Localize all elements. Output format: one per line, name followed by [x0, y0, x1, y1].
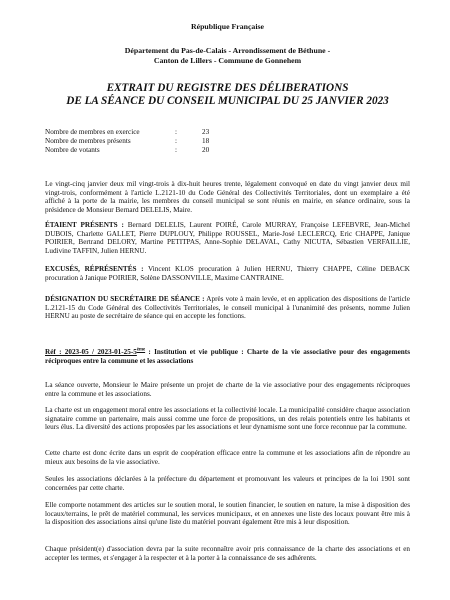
body-paragraph-6: Chaque président(e) d'association devra par la suite reconnaître avoir pris connaissance de la charte des associations et en accepter les termes, et s'engager à la respecter et à la porter à la connaissance de ses adhérents. [45, 545, 410, 562]
presents-text: Bernard DELELIS, Laurent POIRÉ, Carole MURRAY, Françoise LEFEBVRE, Jean-Michel DUBOIS, Charlette GALLET, Pierre DUPLOUY, Philippe ROUSSEL, Marie-José LECLERCQ, Eric CHAPPE, Janique POIRIER, Bertrand DELORY, Martine PETITPAS, Anne-Sophie DELAVAL, Cathy NICUTA, Sébastien VERFAILLIE, Ludivine TAFFIN, Julien HERNU. [45, 221, 410, 255]
count-label: Nombre de membres présents [45, 136, 131, 145]
count-label: Nombre de membres en exercice [45, 128, 140, 136]
body-paragraph-4: Seules les associations déclarées à la préfecture du département et promouvant les valeurs et principes de la loi 1901 sont concernées par cette charte. [45, 475, 410, 492]
intro-paragraph: Le vingt-cinq janvier deux mil vingt-trois à dix-huit heures trente, légalement convoqué en date du vingt janvier deux mil vingt-trois, conformément à l'article L.2121-10 du Code Général des Collectivités Territoriales, dont un exemplaire a été affiché à la porte de la mairie, les membres du conseil municipal se sont réunis en mairie, en séance ordinaire, sous la présidence de Monsieur Bernard DELELIS, Maire. [45, 180, 410, 214]
reference-sup: ème [136, 347, 146, 353]
excuses-label: EXCUSÉS, RÉPRÉSENTÉS : [45, 265, 144, 273]
excuses-text: Vincent KLOS procuration à Julien HERNU, Thierry CHAPPE, Céline DEBACK procuration à Janique POIRIER, Solène DASSONVILLE, Maxime CANTRAINE. [45, 265, 410, 282]
secretaire-paragraph [45, 295, 410, 321]
secretaire-label: DÉSIGNATION DU SECRÉTAIRE DE SÉANCE : [45, 295, 205, 303]
count-value: 18 [202, 136, 210, 145]
count-value: 20 [202, 145, 210, 154]
reference-number: Réf : 2023-05 / 2023-01-25-5 [45, 348, 137, 356]
department-heading [45, 46, 410, 65]
count-colon: : [175, 145, 177, 154]
presents-paragraph [45, 221, 410, 255]
secretaire-text: Après vote à main levée, et en application des dispositions de l'article L.2121-15 du Code Général des Collectivités Territoriales, le conseil municipal à l'unanimité des présents, nomme Julien HERNU au poste de secrétaire de séance qui en accepte les fonctions. [45, 295, 410, 321]
reference-subject: : Institution et vie publique : Charte de la vie associative pour des engagements réciproques entre la commune et les associations [45, 348, 410, 365]
document-title [45, 82, 410, 107]
republic-heading [45, 23, 410, 32]
body-paragraph-2: La charte est un engagement moral entre les associations et la collectivité locale. La municipalité considère chaque association signataire comme un partenaire, mais aussi comme une force de propositions, un des relais potentiels entre les habitants et leurs élus. La diversité des actions proposées par les associations et leur dynamisme sont une force reconnue par la commune. [45, 406, 410, 432]
body-paragraph-3: Cette charte est donc écrite dans un esprit de coopération efficace entre la commune et les associations afin de répondre au mieux aux besoins de la vie associative. [45, 449, 410, 466]
department-line-2: Canton de Lillers - Commune de Gonnehem [153, 55, 302, 65]
deliberation-reference [45, 348, 410, 365]
count-colon: : [175, 136, 177, 145]
count-row [45, 128, 410, 137]
count-row [45, 137, 410, 146]
title-line-2: DE LA SÉANCE DU CONSEIL MUNICIPAL DU 25 JANVIER 2023 [66, 94, 389, 107]
title-line-1: EXTRAIT DU REGISTRE DES DÉLIBERATIONS [106, 82, 349, 94]
count-label: Nombre de votants [45, 145, 100, 154]
body-paragraph-5: Elle comporte notamment des articles sur le soutien moral, le soutien financier, le soutien en nature, la mise à disposition des locaux/terrains, le prêt de matériel communal, les services municipaux, et en annexes une liste des locaux pouvant être mis à la disposition des associations ainsi qu'une liste du matériel pouvant également être mis à leur disposition. [45, 501, 410, 527]
count-colon: : [175, 128, 177, 136]
member-counts [45, 128, 410, 154]
count-value: 23 [202, 128, 210, 136]
excuses-paragraph [45, 265, 410, 282]
body-paragraph-1: La séance ouverte, Monsieur le Maire présente un projet de charte de la vie associative pour des engagements réciproques entre la commune et les associations. [45, 381, 410, 398]
department-line-1: Département du Pas-de-Calais - Arrondissement de Béthune - [124, 46, 331, 55]
count-row [45, 146, 410, 155]
presents-label: ÉTAIENT PRÉSENTS : [45, 221, 124, 229]
republic-text: République Française [191, 22, 264, 31]
